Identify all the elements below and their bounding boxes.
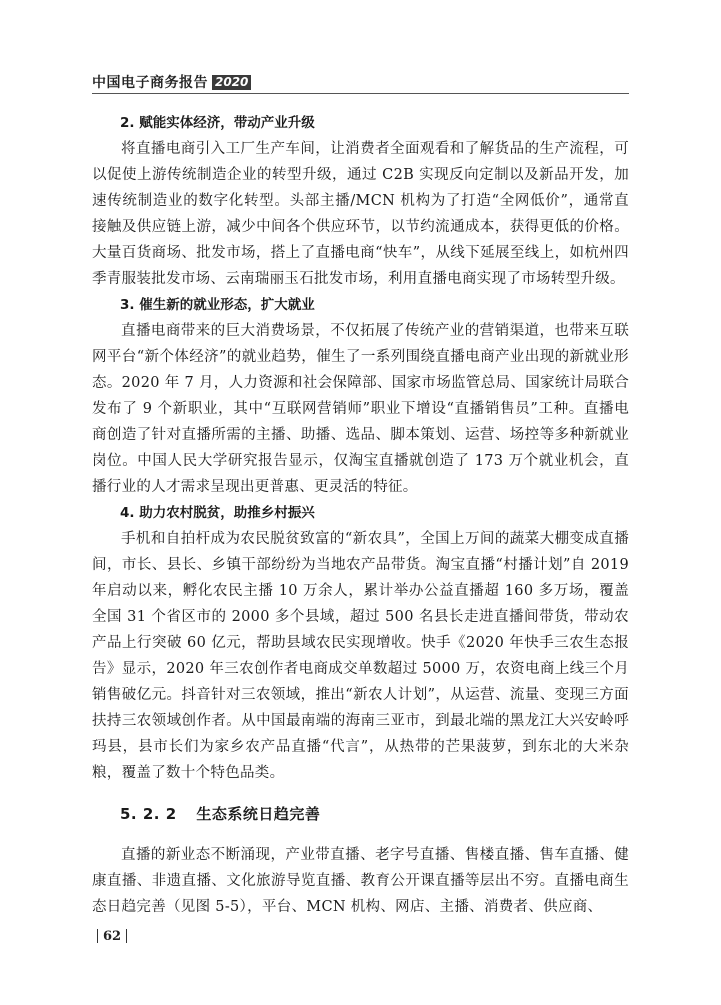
paragraph: 直播电商带来的巨大消费场景，不仅拓展了传统产业的营销渠道，也带来互联网平台“新个体经济”的就业趋势，催生了一系列围绕直播电商产业出现的新就业形态。2020 年 7 月，人力资源和社会保障部、国家市场监管总局、国家统计局联合发布了 9 个新职业，其中“互联网营销师”职业下增设“直播销售员”工种。直播电商创造了针对直播所需的主播、助播、选品、脚本策划、运营、场控等多种新就业岗位。中国人民大学研究报告显示，仅淘宝直播就创造了 173 万个就业机会，直播行业的人才需求呈现出更普惠、更灵活的特征。 [92,323,629,495]
section-title: 生态系统日趋完善 [196,805,321,823]
page-footer [92,926,132,946]
subsection-title: 4. 助力农村脱贫，助推乡村振兴 [120,505,315,521]
paragraph: 手机和自拍杆成为农民脱贫致富的“新农具”，全国上万间的蔬菜大棚变成直播间，市长、县长、乡镇干部纷纷为当地农产品带货。淘宝直播“村播计划”自 2019 年启动以来，孵化农民主播 10 万余人，累计举办公益直播超 160 多万场，覆盖全国 31 个省区市的 2000 多个县域，超过 500 名县长走进直播间带货，带动农产品上行突破 60 亿元，帮助县域农民实现增收。快手《2020 年快手三农生态报告》显示，2020 年三农创作者电商成交单数超过 5000 万，农资电商上线三个月销售破亿元。抖音针对三农领域，推出“新农人计划”，从运营、流量、变现三方面扶持三农领域创作者。从中国最南端的海南三亚市，到最北端的黑龙江大兴安岭呼玛县，县市长们为家乡农产品直播“代言”，从热带的芒果菠萝，到东北的大米杂粮，覆盖了数十个特色品类。 [92,531,629,781]
paragraph: 将直播电商引入工厂生产车间，让消费者全面观看和了解货品的生产流程，可以促使上游传统制造企业的转型升级，通过 C2B 实现反向定制以及新品开发，加速传统制造业的数字化转型。头部主播/MCN 机构为了打造“全网低价”，通常直接触及供应链上游，减少中间各个供应环节，以节约流通成本，获得更低的价格。大量百货商场、批发市场，搭上了直播电商“快车”，从线下延展至线上，如杭州四季青服装批发市场、云南瑞丽玉石批发市场，利用直播电商实现了市场转型升级。 [92,141,629,287]
main-content [92,110,629,920]
footer-divider [97,929,98,943]
header-divider [92,93,629,94]
paragraph: 直播的新业态不断涌现，产业带直播、老字号直播、售楼直播、售车直播、健康直播、非遗直播、文化旅游导览直播、教育公开课直播等层出不穷。直播电商生态日趋完善（见图 5-5），平台、MCN 机构、网店、主播、消费者、供应商、 [92,847,629,915]
footer-divider [126,929,127,943]
section-heading [120,800,629,828]
header-year-badge: 2020 [212,75,251,90]
subsection-title: 3. 催生新的就业形态，扩大就业 [120,297,315,313]
running-header [92,72,251,92]
header-title: 中国电子商务报告 [92,75,208,91]
page-number: 62 [103,928,122,944]
section-number: 5. 2. 2 [120,805,177,823]
subsection-title: 2. 赋能实体经济，带动产业升级 [120,115,315,131]
